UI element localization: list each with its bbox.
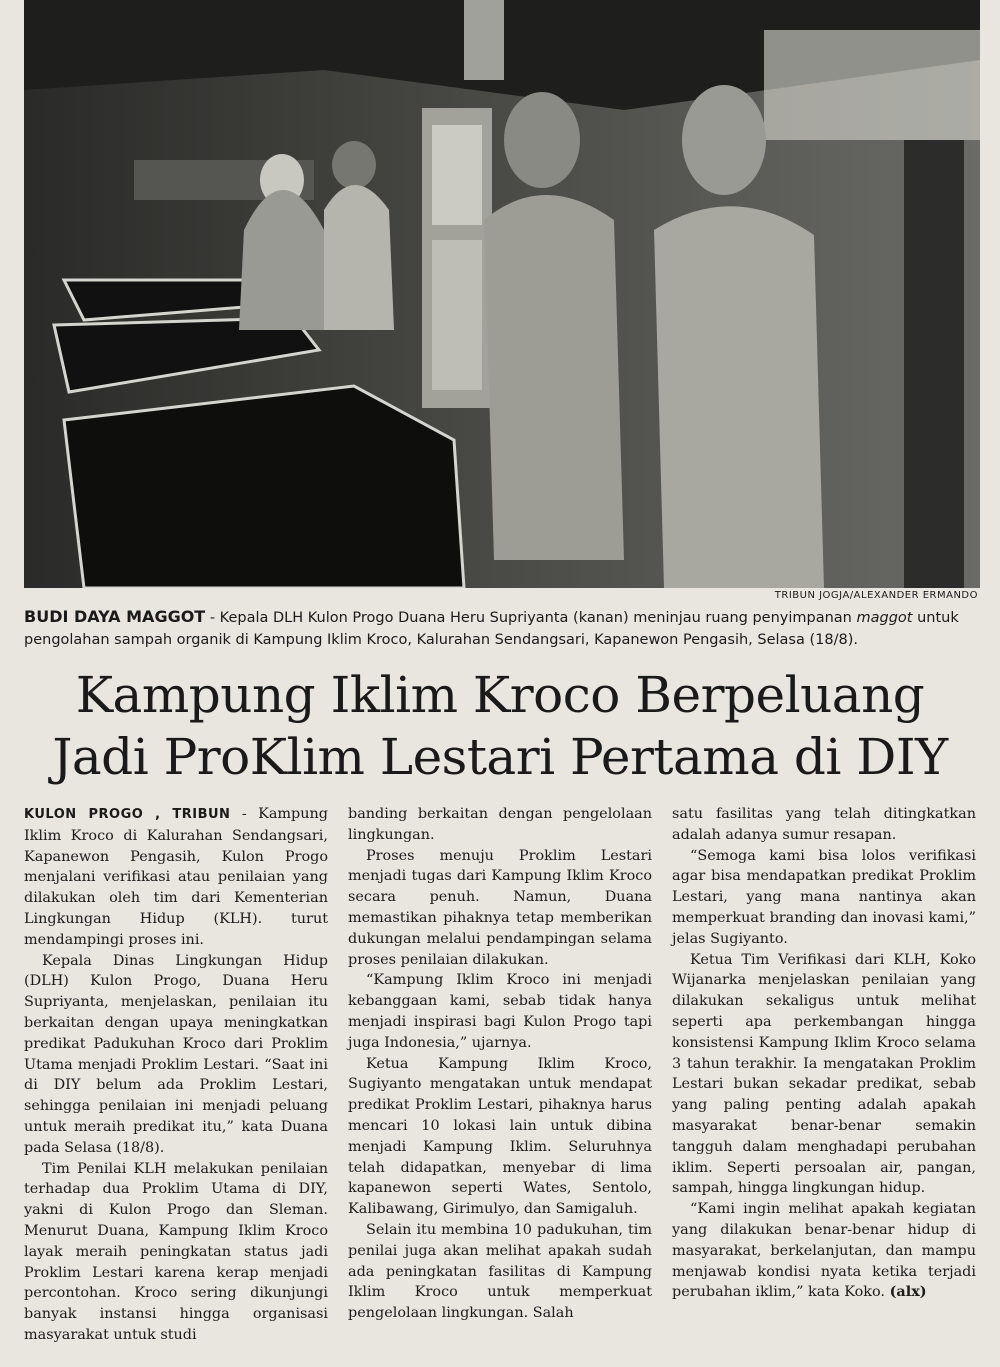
photo-credit: TRIBUN JOGJA/ALEXANDER ERMANDO (774, 590, 978, 601)
article-paragraph: Ketua Kampung Iklim Kroco, Sugiyanto mengatakan untuk mendapat predikat Proklim Lestari, pihaknya harus mencari 10 lokasi lain untuk dibina menjadi Kampung Iklim. Seluruhnya telah didapatkan, menyebar di lima kapanewon seperti Wates, Sentolo, Kalibawang, Girimulyo, dan Samigaluh. (348, 1055, 652, 1218)
photo-illustration (24, 0, 980, 588)
headline-line-2: Jadi ProKlim Lestari Pertama di DIY (52, 728, 948, 786)
news-photo (24, 0, 980, 588)
headline-line-1: Kampung Iklim Kroco Berpeluang (75, 666, 925, 724)
article-paragraph: Tim Penilai KLH melakukan penilaian terhadap dua Proklim Utama di DIY, yakni di Kulon Progo dan Sleman. Menurut Duana, Kampung Iklim Kroco layak meraih peningkatan status jadi Proklim Lestari karena kerap menjadi percontohan. Kroco sering dikunjungi banyak instansi hingga organisasi masyarakat untuk studi (24, 1160, 328, 1343)
article-paragraph: Ketua Tim Verifikasi dari KLH, Koko Wijanarka menjelaskan penilaian yang dilakukan sekaligus untuk melihat seperti apa perkembangan hingga konsistensi Kampung Iklim Kroco selama 3 tahun terakhir. Ia mengatakan Proklim Lestari bukan sekadar predikat, sebab yang paling penting adalah apakah masyarakat benar-benar semakin tangguh dalam menghadapi perubahan iklim. Seperti persoalan air, pangan, sampah, hingga lingkungan hidup. (672, 951, 976, 1197)
article-paragraph (672, 1199, 976, 1303)
paragraph-text: - Kampung Iklim Kroco di Kalurahan Sendangsari, Kapanewon Pengasih, Kulon Progo menjalani verifikasi atau penilaian yang dilakukan oleh tim dari Kementerian Lingkungan Hidup (KLH). turut mendampingi proses ini. (24, 806, 329, 948)
article-paragraph: banding berkaitan dengan pengelolaan lingkungan. (348, 806, 652, 843)
article-paragraph: Proses menuju Proklim Lestari menjadi tugas dari Kampung Iklim Kroco secara penuh. Namun, Duana memastikan pihaknya tetap memberikan dukungan melalui pendampingan selama proses penilaian dilakukan. (348, 847, 652, 968)
photo-caption (24, 606, 984, 651)
article-column-3 (672, 804, 976, 1303)
dateline: KULON PROGO , TRIBUN (24, 807, 231, 822)
article-paragraph: “Kampung Iklim Kroco ini menjadi kebanggaan kami, sebab tidak hanya menjadi inspirasi bagi Kulon Progo tapi juga Indonesia,” ujarnya. (348, 972, 652, 1051)
caption-text-1: - Kepala DLH Kulon Progo Duana Heru Supriyanta (kanan) meninjau ruang penyimpanan (205, 610, 857, 626)
headline (24, 664, 976, 788)
caption-kicker: BUDI DAYA MAGGOT (24, 607, 206, 626)
article-column-1 (24, 804, 328, 1346)
article-paragraph: “Semoga kami bisa lolos verifikasi agar bisa mendapatkan predikat Proklim Lestari, yang mana nantinya akan memperkuat branding dan inovasi kami,” jelas Sugiyanto. (672, 847, 976, 947)
article-paragraph: Kepala Dinas Lingkungan Hidup (DLH) Kulon Progo, Duana Heru Supriyanta, menjelaskan, penilaian itu berkaitan dengan upaya meningkatkan predikat Padukuhan Kroco dari Proklim Utama menjadi Proklim Lestari. “Saat ini di DIY belum ada Proklim Lestari, sehingga penilaian ini menjadi peluang untuk meraih predikat itu,” kata Duana pada Selasa (18/8). (24, 952, 328, 1156)
article-column-2 (348, 804, 652, 1324)
paragraph-text: “Kami ingin melihat apakah kegiatan yang dilakukan benar-benar hidup di masyarakat, berkelanjutan, dan mampu menjawab kondisi nyata ketika terjadi perubahan iklim,” kata Koko. (672, 1201, 976, 1301)
caption-text-2: untuk pengolahan sampah organik di Kampung Iklim Kroco, Kalurahan Sendangsari, Kapanewon Pengasih, Selasa (18/8). (24, 610, 959, 648)
article-paragraph: satu fasilitas yang telah ditingkatkan adalah adanya sumur resapan. (672, 806, 976, 843)
author-sign: (alx) (889, 1283, 927, 1301)
article-paragraph: Selain itu membina 10 padukuhan, tim penilai juga akan melihat apakah sudah ada peningkatan fasilitas di Kampung Iklim Kroco untuk memperkuat pengelolaan lingkungan. Salah (348, 1221, 652, 1322)
article-paragraph (24, 804, 328, 951)
caption-italic: maggot (856, 610, 913, 626)
